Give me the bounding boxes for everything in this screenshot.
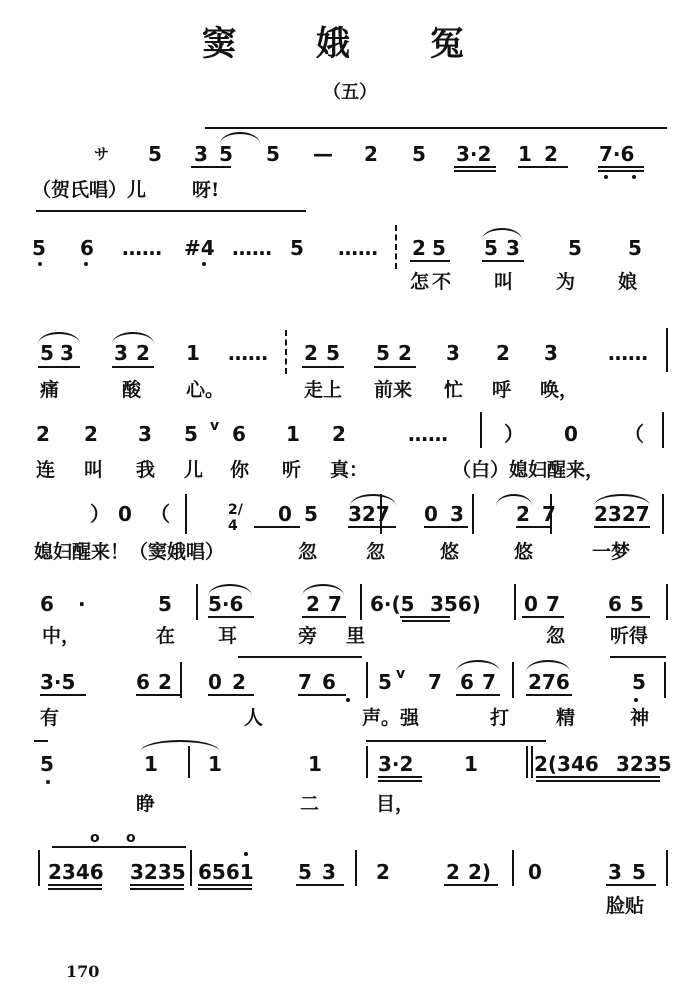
octave-dot [84, 262, 88, 266]
underline [302, 616, 346, 618]
note: 2 [516, 502, 530, 526]
underline [424, 526, 468, 528]
note: 1 [464, 752, 478, 776]
lyric: 唤， [540, 379, 579, 401]
slur-line [36, 210, 306, 212]
bar-line [514, 584, 516, 620]
underline [482, 260, 524, 262]
underline [112, 366, 154, 368]
time-signature: 2/4 [228, 502, 243, 534]
note: 3 [608, 860, 622, 884]
note: 5 [148, 142, 162, 166]
lyric: 痛 [40, 379, 60, 401]
octave-dot [38, 262, 42, 266]
ellipsis: …… [338, 236, 378, 260]
lyric: 走上 [304, 379, 343, 401]
note: 2 [232, 670, 246, 694]
lyrics-row-3 [28, 378, 668, 408]
underline [454, 166, 496, 168]
notation-row-3 [28, 341, 668, 375]
dash: — [313, 142, 333, 166]
lyric: 酸 [122, 379, 142, 401]
underline [378, 780, 422, 782]
rest: 0 [118, 502, 132, 526]
bar-line [550, 494, 552, 534]
note: #4 [184, 236, 215, 260]
note: 327 [348, 502, 390, 526]
note: 6561 [198, 860, 254, 884]
note: 2 [398, 341, 412, 365]
lyric: 真： [330, 459, 369, 481]
note: 2346 [48, 860, 104, 884]
note: 3 [544, 341, 558, 365]
bar-line [664, 662, 666, 698]
bar-line [185, 494, 187, 534]
note: 6 [136, 670, 150, 694]
note: 3·5 [40, 670, 76, 694]
lyrics-row-4 [28, 458, 668, 488]
underline [38, 366, 80, 368]
note: 3 [194, 142, 208, 166]
lyric: 人 [244, 707, 264, 729]
bar-line [366, 662, 368, 698]
slur [220, 132, 260, 144]
lyric: 耳 [218, 625, 238, 647]
lyric: 连 [36, 459, 56, 481]
underline [198, 888, 252, 890]
lyric: 我 [136, 459, 156, 481]
notation-row-2 [28, 236, 668, 270]
slur [208, 584, 252, 596]
paren: （ [624, 422, 644, 446]
underline [594, 526, 650, 528]
lyric: 前来 [374, 379, 413, 401]
underline [302, 366, 344, 368]
lyric: 儿 [184, 459, 204, 481]
note: 5 [304, 502, 318, 526]
note: 2 [84, 422, 98, 446]
note: 6 [80, 236, 94, 260]
note: 5 [266, 142, 280, 166]
free-meter-mark: サ [94, 145, 110, 163]
note: 1 [518, 142, 532, 166]
note: 5 [378, 670, 392, 694]
bar-line [190, 850, 192, 886]
note: 2 [544, 142, 558, 166]
underline [410, 260, 450, 262]
underline [296, 884, 344, 886]
bar-line [38, 850, 40, 886]
underline [454, 170, 496, 172]
bar-line [512, 850, 514, 886]
underline [536, 780, 660, 782]
lyric: 呼 [492, 379, 512, 401]
octave-dot [46, 780, 50, 784]
slur-line [205, 127, 667, 129]
underline [606, 884, 656, 886]
note: 276 [528, 670, 570, 694]
underline [456, 694, 500, 696]
note: 0 [208, 670, 222, 694]
note: 7 [482, 670, 496, 694]
note: 2 [446, 860, 460, 884]
notation-row-6 [28, 592, 668, 626]
note: 1 [208, 752, 222, 776]
note: 5 [628, 236, 642, 260]
slur [594, 494, 650, 506]
note: 2 [364, 142, 378, 166]
lyric: 忽 [546, 625, 566, 647]
underline [444, 884, 498, 886]
note: 5 [40, 341, 54, 365]
note: 3 [506, 236, 520, 260]
note: 2 [36, 422, 50, 446]
note: 2 [136, 341, 150, 365]
underline [598, 166, 644, 168]
lyric: 旁 [298, 625, 318, 647]
note: 5 [632, 670, 646, 694]
slur-line [52, 846, 186, 848]
note: 6·(5 [370, 592, 415, 616]
note: 2 [306, 592, 320, 616]
slur [496, 494, 532, 506]
bar-line [285, 330, 287, 374]
bar-line [662, 494, 664, 534]
slur [112, 332, 154, 344]
underline [40, 694, 86, 696]
lyrics-row-2 [28, 270, 668, 300]
note: 3235 [130, 860, 186, 884]
ellipsis: …… [232, 236, 272, 260]
note: 5 [412, 142, 426, 166]
slur-line [238, 656, 362, 658]
note: 5 [630, 592, 644, 616]
lyric: 你 [230, 459, 250, 481]
note: 7 [428, 670, 442, 694]
note: 6 [322, 670, 336, 694]
bar-line [666, 584, 668, 620]
note: 2 [412, 236, 426, 260]
lyric: 心。 [186, 379, 225, 401]
lyric: 忙 [444, 379, 464, 401]
note: 2) [468, 860, 492, 884]
slur-line [610, 656, 666, 658]
lyric: 脸贴 [606, 895, 645, 917]
note: 3 [114, 341, 128, 365]
lyrics-row-8 [28, 792, 668, 822]
slur [482, 228, 522, 240]
note: 2 [304, 341, 318, 365]
slur-line [366, 740, 546, 742]
note: 6 [232, 422, 246, 446]
note: 6 [40, 592, 54, 616]
note: 5 [158, 592, 172, 616]
slur [38, 332, 80, 344]
note: 5 [32, 236, 46, 260]
note: 3 [446, 341, 460, 365]
note: 7 [546, 592, 560, 616]
slur-line [34, 740, 48, 742]
lyric: 听得 [610, 625, 649, 647]
note: 5 [632, 860, 646, 884]
lyric: 忽 [366, 541, 386, 563]
lyric: 精 [556, 707, 576, 729]
note: 3 [138, 422, 152, 446]
ornament-circle: o [90, 830, 100, 846]
lyrics-row-6 [28, 624, 668, 654]
note: 2327 [594, 502, 650, 526]
section-subtitle: （五） [323, 82, 377, 103]
note: 0 [528, 860, 542, 884]
lyric: 听 [282, 459, 302, 481]
note: 2 [496, 341, 510, 365]
note: 7·6 [599, 142, 635, 166]
paren: ） [504, 422, 524, 446]
lyric: 声。强 [362, 707, 420, 729]
note: 5 [298, 860, 312, 884]
notation-row-1 [28, 142, 668, 176]
ellipsis: …… [608, 341, 648, 365]
lyric: 睁 [136, 793, 156, 815]
bar-line [666, 328, 668, 372]
note: 5·6 [208, 592, 244, 616]
underline [130, 888, 184, 890]
bar-line [366, 746, 368, 778]
paren: ） [90, 502, 110, 526]
note: 3 [322, 860, 336, 884]
lyric: 目， [376, 793, 415, 815]
underline [130, 884, 184, 886]
note: 1 [286, 422, 300, 446]
note: 5 [568, 236, 582, 260]
underline [208, 694, 254, 696]
note: 5 [376, 341, 390, 365]
lyric: 二 [300, 793, 320, 815]
note: 5 [326, 341, 340, 365]
note: 1 [186, 341, 200, 365]
note: 5 [432, 236, 446, 260]
breath-mark: v [396, 666, 406, 682]
lyrics-row-1 [28, 178, 668, 208]
notation-row-4 [28, 422, 668, 456]
bar-line [355, 850, 357, 886]
lyric: 不 [432, 271, 452, 293]
ellipsis: …… [408, 422, 448, 446]
note: 3·2 [456, 142, 492, 166]
lyric: 忽 [298, 541, 318, 563]
ellipsis: …… [228, 341, 268, 365]
notation-row-9 [28, 860, 668, 894]
bar-line [662, 412, 664, 448]
note: 5 [484, 236, 498, 260]
underline [598, 170, 644, 172]
underline [516, 526, 552, 528]
note: 5 [184, 422, 198, 446]
lyric: 悠 [440, 541, 460, 563]
ornament-circle: o [126, 830, 136, 846]
lyric: 娘 [618, 271, 638, 293]
note: 0 [278, 502, 292, 526]
bar-line [512, 662, 514, 698]
underline [518, 166, 568, 168]
slur [350, 494, 396, 506]
breath-mark: v [210, 418, 220, 434]
bar-line [360, 584, 362, 620]
lyric: 在 [156, 625, 176, 647]
slur [456, 660, 500, 672]
slur [526, 660, 570, 672]
underline [136, 694, 180, 696]
note: 7 [298, 670, 312, 694]
lyrics-row-5 [28, 540, 668, 570]
lyrics-row-9 [28, 894, 668, 924]
note: 2 [158, 670, 172, 694]
note: 3235 [616, 752, 672, 776]
lyric: 打 [490, 707, 510, 729]
octave-dot [244, 852, 248, 856]
underline [402, 620, 450, 622]
octave-dot [202, 262, 206, 266]
note: 0 [524, 592, 538, 616]
song-title: 窦 娥 冤 [202, 24, 498, 64]
note: 1 [144, 752, 158, 776]
underline [198, 884, 252, 886]
note: 3 [60, 341, 74, 365]
lyric: 神 [630, 707, 650, 729]
bar-line [188, 746, 190, 778]
lyric: 叫 [494, 271, 514, 293]
octave-dot [346, 698, 350, 702]
note: 7 [328, 592, 342, 616]
slur [302, 584, 344, 596]
notation-row-5 [28, 502, 668, 536]
note: 6 [460, 670, 474, 694]
dot: · [78, 592, 86, 616]
bar-line [395, 225, 397, 269]
lyric: 为 [556, 271, 576, 293]
lyric: 叫 [84, 459, 104, 481]
underline [536, 776, 660, 778]
rest: 0 [564, 422, 578, 446]
underline [606, 616, 650, 618]
underline [254, 526, 300, 528]
underline [400, 616, 450, 618]
lyrics-row-7 [28, 706, 668, 736]
underline [48, 884, 102, 886]
underline [48, 888, 102, 890]
note: 0 [424, 502, 438, 526]
underline [378, 776, 422, 778]
bar-line [480, 412, 482, 448]
note: 3 [450, 502, 464, 526]
lyric: 悠 [514, 541, 534, 563]
lyric: （贺氏唱）儿 [32, 179, 147, 201]
note: 2 [332, 422, 346, 446]
lyric: 一梦 [592, 541, 631, 563]
note: 1 [308, 752, 322, 776]
octave-dot [634, 698, 638, 702]
note: 5 [290, 236, 304, 260]
bar-line [196, 584, 198, 620]
note: 2 [376, 860, 390, 884]
paren: （ [150, 502, 170, 526]
bar-line [526, 746, 528, 778]
bar-line [472, 494, 474, 534]
lyric: 怎 [410, 271, 430, 293]
note: 5 [219, 142, 233, 166]
bar-line [531, 746, 533, 778]
underline [298, 694, 346, 696]
note: 2(346 [534, 752, 599, 776]
page-number: 170 [66, 962, 100, 981]
lyric: 中， [42, 625, 81, 647]
lyric: 里 [346, 625, 366, 647]
bar-line [180, 662, 182, 698]
note: 356) [430, 592, 481, 616]
slur [140, 740, 220, 752]
note: 3·2 [378, 752, 414, 776]
underline [374, 366, 416, 368]
underline [191, 166, 231, 168]
underline [208, 616, 254, 618]
underline [522, 616, 564, 618]
ellipsis: …… [122, 236, 162, 260]
note: 6 [608, 592, 622, 616]
lyric: 媳妇醒来！（窦娥唱） [34, 541, 225, 563]
lyric: 呀! [192, 179, 220, 201]
lyric: 有 [40, 707, 60, 729]
note: 7 [542, 502, 556, 526]
underline [526, 694, 572, 696]
bar-line [666, 850, 668, 886]
lyric: （白）媳妇醒来， [452, 459, 605, 481]
underline [348, 526, 396, 528]
note: 5 [40, 752, 54, 776]
